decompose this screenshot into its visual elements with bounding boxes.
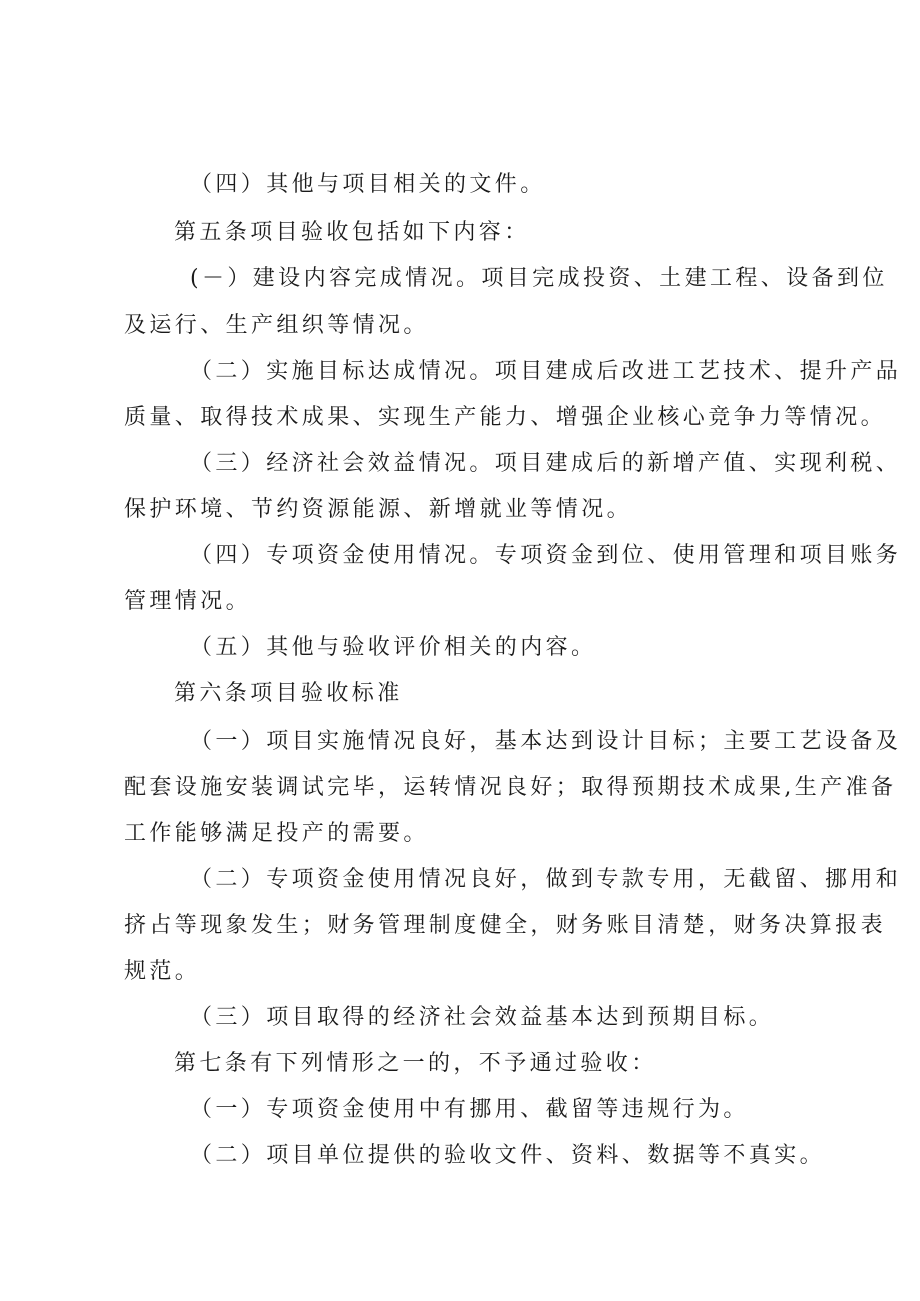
paragraph-line: 规范。 — [124, 959, 201, 984]
paragraph-line: 管理情况。 — [124, 589, 252, 614]
paragraph-line: （四）其他与项目相关的文件。 — [190, 172, 546, 197]
paragraph-line: （三）经济社会效益情况。项目建成后的新增产值、实现利税、 — [190, 451, 902, 476]
paragraph-line: 质量、取得技术成果、实现生产能力、增强企业核心竞争力等情况。 — [124, 405, 887, 430]
article-heading: 第七条有下列情形之一的，不予通过验收： — [174, 1051, 657, 1076]
paragraph-line: (－）建设内容完成情况。项目完成投资、土建工程、设备到位 — [190, 266, 888, 291]
paragraph-line: （三）项目取得的经济社会效益基本达到预期目标。 — [190, 1005, 775, 1030]
paragraph-line: （二）实施目标达成情况。项目建成后改进工艺技术、提升产品 — [190, 359, 902, 384]
paragraph-line: 及运行、生产组织等情况。 — [124, 313, 429, 338]
paragraph-line: （五）其他与验收评价相关的内容。 — [190, 635, 597, 660]
paragraph-line: 配套设施安装调试完毕，运转情况良好；取得预期技术成果,生产准备 — [124, 775, 897, 800]
paragraph-line: 工作能够满足投产的需要。 — [124, 821, 429, 846]
paragraph-line: （二）专项资金使用情况良好，做到专款专用，无截留、挪用和 — [190, 867, 902, 892]
paragraph-line: （四）专项资金使用情况。专项资金到位、使用管理和项目账务 — [190, 543, 902, 568]
article-heading: 第六条项目验收标准 — [174, 681, 403, 706]
paragraph-line: （二）项目单位提供的验收文件、资料、数据等不真实。 — [190, 1143, 826, 1168]
paragraph-line: （一）专项资金使用中有挪用、截留等违规行为。 — [190, 1097, 749, 1122]
article-heading: 第五条项目验收包括如下内容： — [174, 220, 530, 245]
paragraph-line: （一）项目实施情况良好，基本达到设计目标；主要工艺设备及 — [190, 729, 902, 754]
paragraph-line: 保护环境、节约资源能源、新增就业等情况。 — [124, 497, 633, 522]
paragraph-line: 挤占等现象发生；财务管理制度健全，财务账目清楚，财务决算报表 — [124, 913, 887, 938]
